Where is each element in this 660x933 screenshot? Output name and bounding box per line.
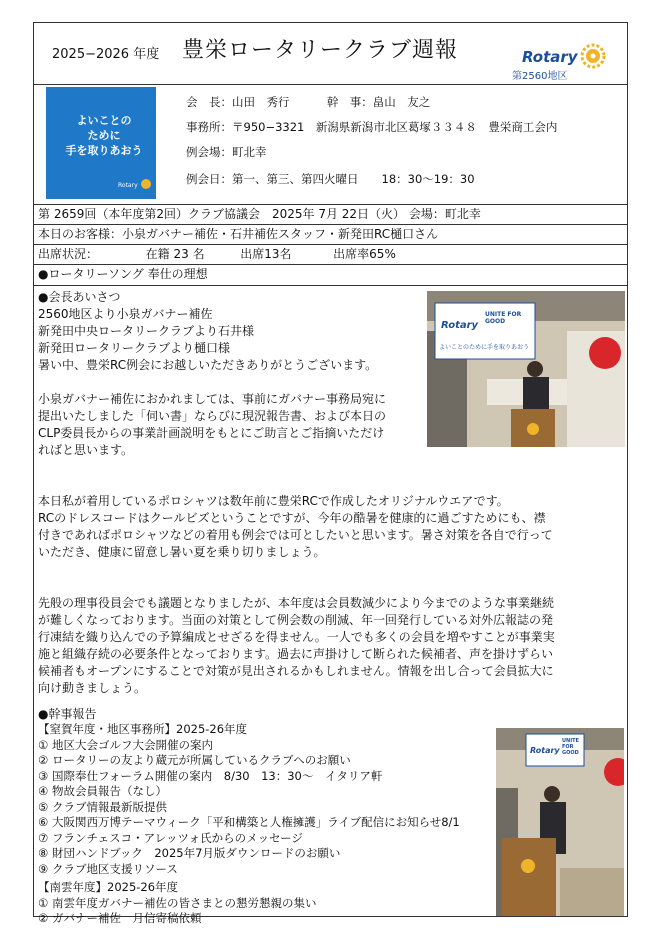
newsletter-frame	[33, 22, 628, 925]
theme-logo	[46, 87, 156, 199]
meeting-days: 例会日：第一、第三、第四火曜日 18：30〜19：30	[186, 172, 475, 186]
report-item: ① 南雲年度ガバナー補佐の皆さまとの懇労懇親の集い	[38, 895, 317, 910]
report-item: ⑧ 財団ハンドブック 2025年7月版ダウンロードのお願い	[38, 846, 341, 860]
report-item: ⑨ クラブ地区支援リソース	[38, 861, 178, 876]
president: 会 長：山田 秀行	[186, 95, 290, 109]
attendance-rate: 出席率65%	[333, 247, 396, 261]
banner2-unite-text: UNITE FOR GOOD	[562, 738, 579, 756]
logo-line-1: よいことの	[76, 114, 132, 127]
rotary-wordmark: Rotary	[522, 48, 578, 66]
report-item: ② ロータリーの友より蔵元が所属しているクラブへのお願い	[38, 753, 351, 767]
report-section-1-title: 【窒賀年度・地区事務所】2025-26年度	[38, 722, 248, 736]
report-item: ④ 物故会員報告（なし）	[38, 784, 167, 798]
greeting-paragraph-4: 先般の理事役員会でも議題となりましたが、本年度は会員数減少により今までのような事業継続 が難しくなっております。当面の対策として例会数の削減、年一回発行している対外広報誌の発 行凍結を織り込んでの予算編成とせざるを得ません。一人でも多くの会員を増やすことが事業実 施と組織存続の必要条件となっております。過去に声掛けして断られた候補者、声を掛けずらい 候補者もオープンにすることで対策が見出されるかもしれません。情報を出し合って会員拡大に 向け動きましょう。	[38, 596, 555, 695]
greeting-paragraph-2: 小泉ガバナー補佐におかれましては、事前にガバナー事務局宛に 提出いたしました「伺い書」ならびに現況報告書、および本日の CLP委員長からの事業計画説明をもとにご助言とご指摘いただけ ればと思います。	[38, 392, 387, 457]
newsletter-header	[34, 23, 627, 85]
district-label: 第2560地区	[512, 71, 568, 82]
newsletter-title: 豊栄ロータリークラブ週報	[182, 38, 459, 63]
rotary-wheel-icon	[580, 43, 606, 69]
report-section-2	[38, 880, 316, 927]
attendance-line	[34, 245, 627, 265]
greeting-paragraph-1: 2560地区より小泉ガバナー補佐 新発田中央ロータリークラブより石井様 新発田ロータリークラブより樋口様 暑い中、豊栄RC例会にお越しいただきありがとうございます。	[38, 307, 378, 372]
office-address: 事務所：〒950−3321 新潟県新潟市北区葛塚３３４８ 豊栄商工会内	[186, 120, 558, 134]
report-item: ③ 国際奉仕フォーラム開催の案内 8/30 13：30〜 イタリア軒	[38, 768, 383, 783]
meeting-venue: 例会場：町北幸	[186, 145, 267, 159]
club-info	[34, 85, 627, 205]
report-section-2-title: 【南雲年度】2025-26年度	[38, 880, 179, 894]
logo-rotary-text: Rotary	[118, 182, 138, 189]
report-item: ② ガバナー補佐 月信寄稿依頼	[38, 911, 202, 925]
greeting-heading: ●会長あいさつ	[38, 290, 121, 304]
attendance-present: 出席13名	[240, 247, 292, 261]
report-item: ⑤ クラブ情報最新版提供	[38, 799, 167, 814]
report-heading: ●幹事報告	[38, 707, 97, 721]
logo-line-3: 手を取りあおう	[65, 144, 143, 157]
photo-president-speech	[427, 291, 625, 447]
logo-line-2: ために	[87, 129, 121, 142]
greeting-paragraph-3: 本日私が着用しているポロシャツは数年前に豊栄RCで作成したオリジナルウエアです。 RCのドレスコードはクールビズということですが、今年の酷暑を健康的に過ごすためにも、襟 付きであればポロシャツなどの着用も例会では可としたいと思います。暑さ対策を各自で行って いただき、健康に留意し暑い夏を乗り切りましょう。	[38, 494, 553, 559]
guests-line: 本日のお客様：小泉ガバナー補佐・石井補佐スタッフ・新発田RC樋口さん	[34, 225, 627, 245]
secretary: 幹 事：畠山 友之	[326, 95, 431, 109]
photo-guest-speech	[496, 728, 624, 916]
banner-rotary-text: Rotary	[441, 320, 479, 331]
logo-wheel-icon	[141, 179, 151, 189]
attendance-label: 出席状況：	[38, 247, 99, 261]
report-section-1	[38, 722, 460, 877]
banner2-rotary-text: Rotary	[530, 746, 560, 755]
year-label: 2025−2026 年度	[52, 47, 160, 62]
song-line: ●ロータリーソング 奉仕の理想	[34, 265, 627, 286]
president-line	[186, 94, 430, 110]
photo-guest-illustration	[496, 728, 624, 916]
report-item: ⑦ フランチェスコ・アレッツォ氏からのメッセージ	[38, 830, 303, 845]
meeting-line: 第 2659回（本年度第2回）クラブ協議会 2025年 7月 22日（火） 会場：町北幸	[34, 205, 627, 225]
report-item: ① 地区大会ゴルフ大会開催の案内	[38, 737, 213, 752]
banner-sub-text: よいことのために手を取りあおう	[439, 344, 530, 351]
report-item: ⑥ 大阪関西万博テーマウィーク「平和構築と人権擁護」ライブ配信にお知らせ8/1	[38, 815, 460, 829]
banner-unite-text: UNITE FOR GOOD	[485, 311, 522, 325]
attendance-enrolled: 在籍 23 名	[145, 247, 205, 261]
